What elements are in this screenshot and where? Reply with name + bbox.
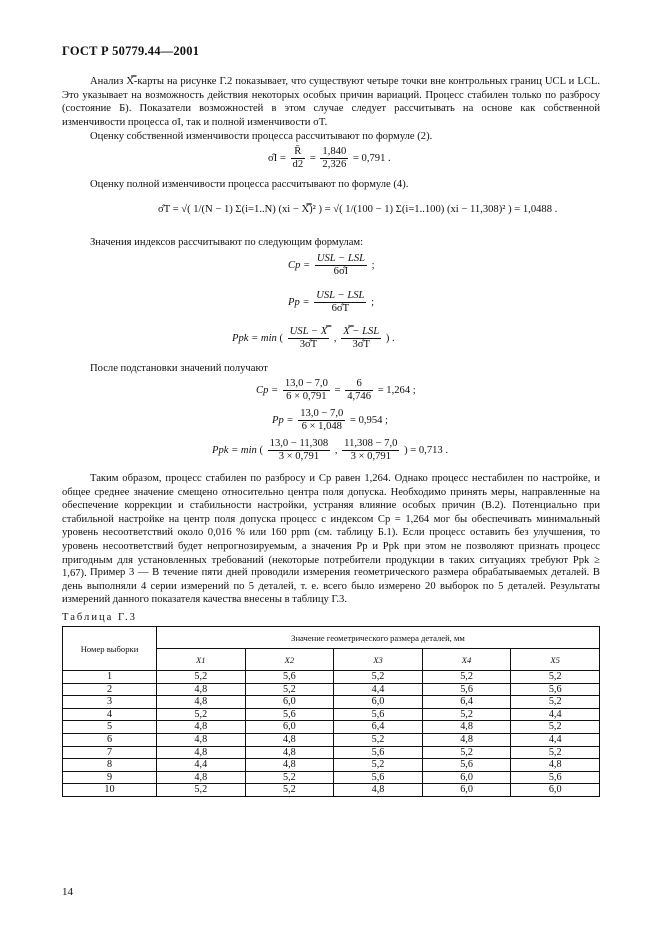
table-cell: 6,0 (511, 784, 600, 797)
table-cell: 6,4 (334, 721, 423, 734)
paragraph-example-3: Пример 3 — В течение пяти дней проводили измерения геометрического размера обрабатываемых деталей. В день выполняли 4 серии измерений по 5 деталей, т. е. всего было измерено 20 выборок по 5 деталей. Результаты измерений данного показателя качества внесены в таблицу Г.3. (62, 567, 600, 606)
table-caption: Таблица Г.3 (62, 612, 137, 623)
table-row (63, 708, 600, 721)
table-cell: 5,2 (422, 671, 511, 684)
table-cell: 5,2 (422, 708, 511, 721)
table-row (63, 771, 600, 784)
table-cell: 5,6 (334, 771, 423, 784)
table-cell: 4,8 (157, 696, 246, 709)
column-header-x2: X2 (245, 649, 334, 671)
table-cell: 9 (63, 771, 157, 784)
column-header-x1: X1 (157, 649, 246, 671)
table-cell: 5,2 (334, 759, 423, 772)
formula-cp: Cp = $\frac{\text{USL − LSL}}{6\sigmâI}$ ; (288, 253, 375, 277)
table-cell: 5,2 (157, 671, 246, 684)
table-row (63, 784, 600, 797)
table-cell: 5,6 (511, 771, 600, 784)
formula-cp-value: Cp = $\frac{13,0 - 7,0}{6 \times 0,791}$ = $\frac{6}{4,746}$ = 1,264 ; (256, 378, 416, 402)
column-header-x3: X3 (334, 649, 423, 671)
paragraph-inherent-variation: Оценку собственной изменчивости процесса рассчитывают по формуле (2). (90, 131, 433, 142)
table-cell: 4 (63, 708, 157, 721)
paragraph-analysis: Анализ X̿-карты на рисунке Г.2 показывает, что существуют четыре точки вне контрольных границ UCL и LCL. Это указывает на возможность действия некоторых особых причин вариаций. Процесс стабилен только по разбросу (состояние Б). Показатели возможностей в этом случае следует рассчитывать на основе как собственной изменчивости процесса σI, так и полной изменчивости σT. (62, 76, 600, 128)
page-number: 14 (62, 886, 73, 898)
table-cell: 5,6 (422, 683, 511, 696)
formula-pp: Pp = $\frac{\text{USL − LSL}}{6\sigmâT}$ ; (288, 290, 375, 314)
table-cell: 1 (63, 671, 157, 684)
table-cell: 5,2 (511, 696, 600, 709)
table-cell: 4,4 (157, 759, 246, 772)
table-cell: 5,6 (334, 746, 423, 759)
table-cell: 5,2 (334, 733, 423, 746)
table-cell: 5,2 (511, 746, 600, 759)
paragraph-total-variation: Оценку полной изменчивости процесса рассчитывают по формуле (4). (90, 179, 409, 190)
paragraph-indices: Значения индексов рассчитывают по следующим формулам: (90, 237, 364, 248)
table-row (63, 721, 600, 734)
table-cell: 5,2 (511, 721, 600, 734)
table-cell: 4,8 (157, 721, 246, 734)
table-cell: 5,6 (511, 683, 600, 696)
table-cell: 5,6 (334, 708, 423, 721)
table-cell: 4,8 (334, 784, 423, 797)
table-row (63, 746, 600, 759)
table-cell: 5,6 (422, 759, 511, 772)
formula-pp-value: Pp = $\frac{13,0 - 7,0}{6 \times 1,048}$ = 0,954 ; (272, 408, 389, 432)
document-header: ГОСТ Р 50779.44—2001 (62, 44, 200, 58)
column-header-x4: X4 (422, 649, 511, 671)
table-cell: 5,2 (157, 784, 246, 797)
table-cell: 4,8 (157, 771, 246, 784)
table-row (63, 671, 600, 684)
table-cell: 5,2 (511, 671, 600, 684)
table-row (63, 683, 600, 696)
table-cell: 6,0 (245, 721, 334, 734)
table-cell: 10 (63, 784, 157, 797)
table-cell: 4,8 (245, 746, 334, 759)
table-cell: 6,0 (245, 696, 334, 709)
formula-ppk-value: Ppk = min ( $\frac{13,0 - 11,308}{3 \times 0,791}$ , $\frac{11,308 - 7,0}{3 \times 0,791}$ ) = 0,713 . (212, 438, 449, 462)
table-cell: 6,0 (422, 771, 511, 784)
table-row (63, 759, 600, 772)
column-header-x5: X5 (511, 649, 600, 671)
table-cell: 4,4 (511, 708, 600, 721)
table-cell: 7 (63, 746, 157, 759)
table-cell: 4,8 (157, 733, 246, 746)
table-cell: 4,8 (157, 746, 246, 759)
table-cell: 5,2 (245, 784, 334, 797)
table-cell: 5,2 (245, 771, 334, 784)
column-header-sample-number: Номер выборки (63, 627, 157, 671)
column-group-header: Значение геометрического размера деталей, мм (157, 627, 600, 649)
table-cell: 5,6 (245, 671, 334, 684)
table-cell: 5,2 (157, 708, 246, 721)
table-cell: 4,8 (245, 759, 334, 772)
table-cell: 5 (63, 721, 157, 734)
table-cell: 6,4 (422, 696, 511, 709)
paragraph-conclusion: Таким образом, процесс стабилен по разбросу и Cp равен 1,264. Однако процесс нестабилен по настройке, и общее среднее значение смещено относительно центра поля допуска. Необходимо принять меры, направленные на обеспечение коррекции и стабильности настройки, устраняя влияние особых причин (В.2). Потенциально при стабильной настройке на центр поля допуска процесс с индексом Cp = 1,264 мог бы обеспечивать минимальный уровень несоответствий около 0,016 % или 160 ppm (см. таблицу Б.1). Если процесс оставить без улучшения, то уровень несоответствий будет непрогнозируемым, а значения Pp и Ppk при этом не позволяют признать процесс пригодным для установленных требований (некоторые потребители продукции в таких ситуациях требуют Ppk ≥ 1,67). (62, 473, 600, 580)
table-cell: 5,6 (245, 708, 334, 721)
formula-sigma-inherent: σ̂I = $\frac{R̄}{d2}$ = $\frac{1,840}{2,326}$ = 0,791 . (268, 146, 391, 170)
table-cell: 2 (63, 683, 157, 696)
table-cell: 4,8 (511, 759, 600, 772)
table-cell: 4,4 (334, 683, 423, 696)
table-cell: 4,8 (422, 721, 511, 734)
measurements-table (62, 626, 600, 797)
table-row (63, 733, 600, 746)
table-cell: 3 (63, 696, 157, 709)
paragraph-substitution: После подстановки значений получают (90, 363, 268, 374)
table-cell: 8 (63, 759, 157, 772)
table-cell: 4,8 (422, 733, 511, 746)
table-cell: 5,2 (422, 746, 511, 759)
formula-sigma-total: σ̂T = √( 1/(N − 1) Σ(i=1..N) (xi − X̿)² ) = √( 1/(100 − 1) Σ(i=1..100) (xi − 11,308)² ) = 1,0488 . (158, 204, 558, 215)
table-cell: 6,0 (422, 784, 511, 797)
table-cell: 5,2 (245, 683, 334, 696)
table-cell: 6 (63, 733, 157, 746)
table-cell: 4,4 (511, 733, 600, 746)
table-row (63, 696, 600, 709)
table-cell: 4,8 (157, 683, 246, 696)
table-cell: 4,8 (245, 733, 334, 746)
table-cell: 5,2 (334, 671, 423, 684)
table-cell: 6,0 (334, 696, 423, 709)
formula-ppk: Ppk = min ( $\frac{\text{USL − X̿}}{3\sigmâT}$ , $\frac{\text{X̿ − LSL}}{3\sigmâT}$ ) . (232, 326, 395, 350)
